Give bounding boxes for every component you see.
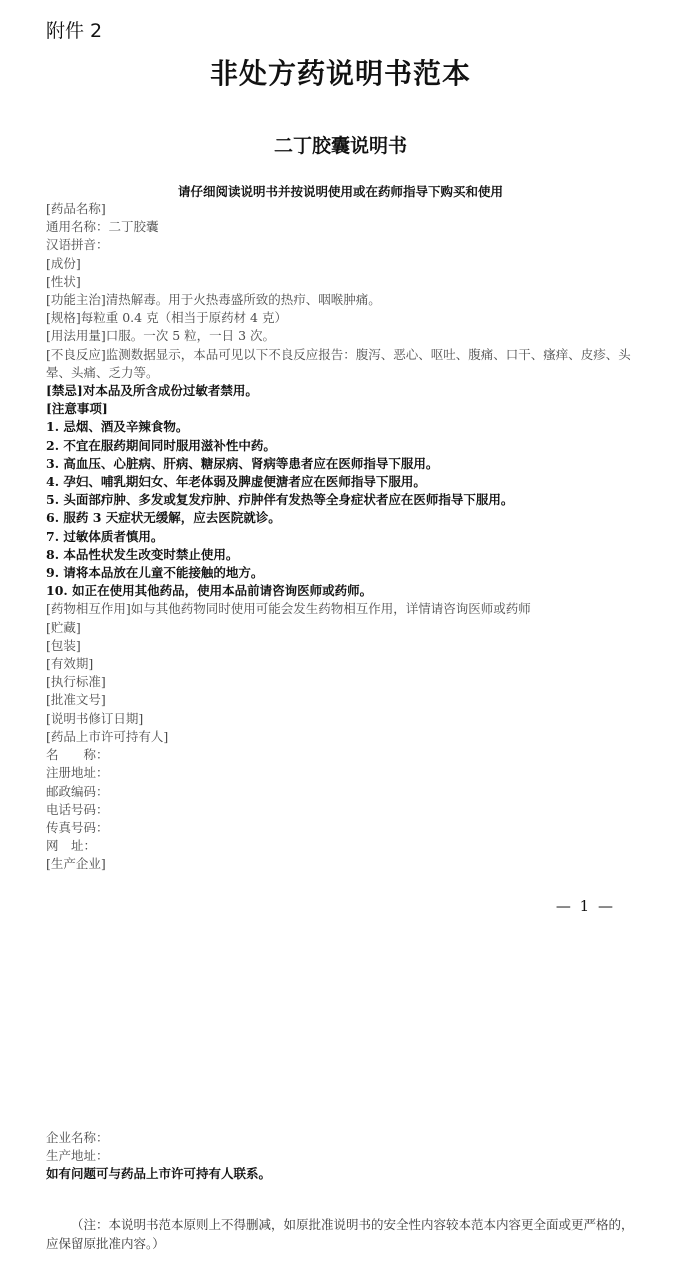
leaflet-line: [功能主治]清热解毒。用于火热毒盛所致的热疖、咽喉肿痛。 bbox=[46, 292, 381, 308]
leaflet-line: [注意事项] bbox=[46, 401, 108, 417]
leaflet-line: [药品上市许可持有人] bbox=[46, 728, 169, 744]
leaflet-line: 注册地址： bbox=[46, 765, 109, 781]
leaflet-line: [不良反应]监测数据显示，本品可见以下不良反应报告：腹泻、恶心、呕吐、腹痛、口干、瘙痒、皮疹、头晕、头痛、乏力等。 bbox=[46, 346, 631, 380]
footnote: （注：本说明书范本原则上不得删减，如原批准说明书的安全性内容较本范本内容更全面或更严格的，应保留原批准内容。） bbox=[46, 1217, 634, 1251]
bottom-block bbox=[46, 1129, 646, 1184]
leaflet-line: 8. 本品性状发生改变时禁止使用。 bbox=[46, 546, 239, 562]
leaflet-line: 5. 头面部疖肿、多发或复发疖肿、疖肿伴有发热等全身症状者应在医师指导下服用。 bbox=[46, 492, 514, 508]
leaflet-line: 3. 高血压、心脏病、肝病、糖尿病、肾病等患者应在医师指导下服用。 bbox=[46, 455, 439, 471]
leaflet-title: 二丁胶囊说明书 bbox=[273, 135, 407, 157]
leaflet-line: [生产企业] bbox=[46, 856, 106, 872]
leaflet-line: [成份] bbox=[46, 255, 81, 271]
leaflet-line: 10. 如正在使用其他药品，使用本品前请咨询医师或药师。 bbox=[46, 583, 373, 599]
leaflet-line: 1. 忌烟、酒及辛辣食物。 bbox=[46, 419, 189, 435]
leaflet-line: [贮藏] bbox=[46, 619, 81, 635]
leaflet-line: 7. 过敏体质者慎用。 bbox=[46, 528, 164, 544]
leaflet-line: [药物相互作用]如与其他药物同时使用可能会发生药物相互作用，详情请咨询医师或药师 bbox=[46, 601, 531, 617]
leaflet-body bbox=[46, 200, 646, 874]
production-address-field: 生产地址： bbox=[46, 1148, 109, 1164]
page-number: — 1 — bbox=[555, 897, 615, 915]
leaflet-line: 通用名称：二丁胶囊 bbox=[46, 219, 159, 235]
leaflet-line: 网 址： bbox=[46, 838, 97, 854]
leaflet-line: 传真号码： bbox=[46, 819, 109, 835]
leaflet-line: [药品名称] bbox=[46, 201, 106, 216]
caution-statement: 请仔细阅读说明书并按说明使用或在药师指导下购买和使用 bbox=[177, 184, 503, 199]
leaflet-line: 6. 服药 3 天症状无缓解，应去医院就诊。 bbox=[46, 510, 281, 526]
leaflet-line: [执行标准] bbox=[46, 674, 106, 690]
leaflet-line: 9. 请将本品放在儿童不能接触的地方。 bbox=[46, 565, 264, 581]
leaflet-line: [用法用量]口服。一次 5 粒，一日 3 次。 bbox=[46, 328, 276, 344]
leaflet-line: [性状] bbox=[46, 273, 81, 289]
leaflet-line: 汉语拼音： bbox=[46, 237, 109, 253]
leaflet-line: [说明书修订日期] bbox=[46, 710, 144, 726]
leaflet-line: [批准文号] bbox=[46, 692, 106, 708]
company-name-field: 企业名称： bbox=[46, 1130, 109, 1145]
leaflet-line: [有效期] bbox=[46, 656, 94, 672]
contact-statement: 如有问题可与药品上市许可持有人联系。 bbox=[46, 1166, 272, 1182]
leaflet-line: [规格]每粒重 0.4 克（相当于原药材 4 克） bbox=[46, 310, 287, 326]
leaflet-line: 邮政编码： bbox=[46, 783, 109, 799]
leaflet-line: 电话号码： bbox=[46, 801, 109, 817]
leaflet-line: 4. 孕妇、哺乳期妇女、年老体弱及脾虚便溏者应在医师指导下服用。 bbox=[46, 474, 426, 490]
leaflet-line: [禁忌]对本品及所含成份过敏者禁用。 bbox=[46, 383, 258, 399]
document-title: 非处方药说明书范本 bbox=[209, 57, 471, 90]
leaflet-line: 2. 不宜在服药期间同时服用滋补性中药。 bbox=[46, 437, 276, 453]
leaflet-line: 名 称： bbox=[46, 747, 109, 763]
leaflet-line: [包装] bbox=[46, 637, 81, 653]
attachment-label: 附件 2 bbox=[46, 20, 103, 42]
